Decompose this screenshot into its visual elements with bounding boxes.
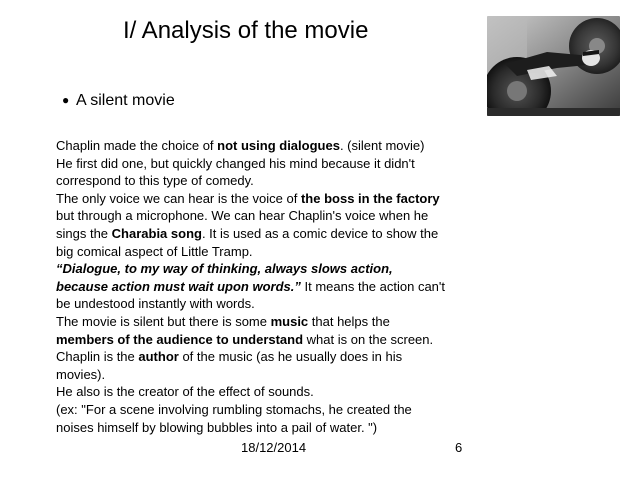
- text-line: movies).: [56, 366, 106, 382]
- text-line: big comical aspect of Little Tramp.: [56, 243, 253, 259]
- text-line: Chaplin made the choice of not using dialogues. (silent movie): [56, 138, 425, 153]
- text-line: The movie is silent but there is some music that helps the: [56, 313, 390, 329]
- quote-line: “Dialogue, to my way of thinking, always slows action,: [56, 261, 393, 277]
- text-line: Chaplin is the author of the music (as he usually does in his: [56, 349, 403, 365]
- text-line: He also is the creator of the effect of sounds.: [56, 384, 314, 400]
- text-line: sings the Charabia song. It is used as a comic device to show the: [56, 225, 439, 241]
- text-line: correspond to this type of comedy.: [56, 173, 254, 189]
- slide-title: I/ Analysis of the movie: [123, 17, 369, 44]
- text-line: members of the audience to understand what is on the screen.: [56, 331, 434, 347]
- quote-line: because action must wait upon words.” It means the action can't: [56, 278, 445, 294]
- text-line: noises himself by blowing bubbles into a pail of water. "): [56, 419, 378, 435]
- bullet-item: [62, 89, 175, 112]
- text-line: (ex: "For a scene involving rumbling stomachs, he created the: [56, 401, 412, 417]
- text-line: He first did one, but quickly changed his mind because it didn't: [56, 155, 415, 171]
- text-line: The only voice we can hear is the voice of the boss in the factory: [56, 190, 440, 206]
- chaplin-factory-photo: [487, 16, 620, 116]
- page-number: 6: [455, 440, 463, 455]
- text-line: be undestood instantly with words.: [56, 296, 255, 312]
- bullet-text: A silent movie: [76, 92, 175, 109]
- body-text: [56, 137, 501, 436]
- photo-icon: [487, 16, 620, 116]
- footer-date: 18/12/2014: [241, 440, 307, 455]
- text-line: but through a microphone. We can hear Chaplin's voice when he: [56, 208, 429, 224]
- bullet-dot-icon: ●: [62, 93, 70, 107]
